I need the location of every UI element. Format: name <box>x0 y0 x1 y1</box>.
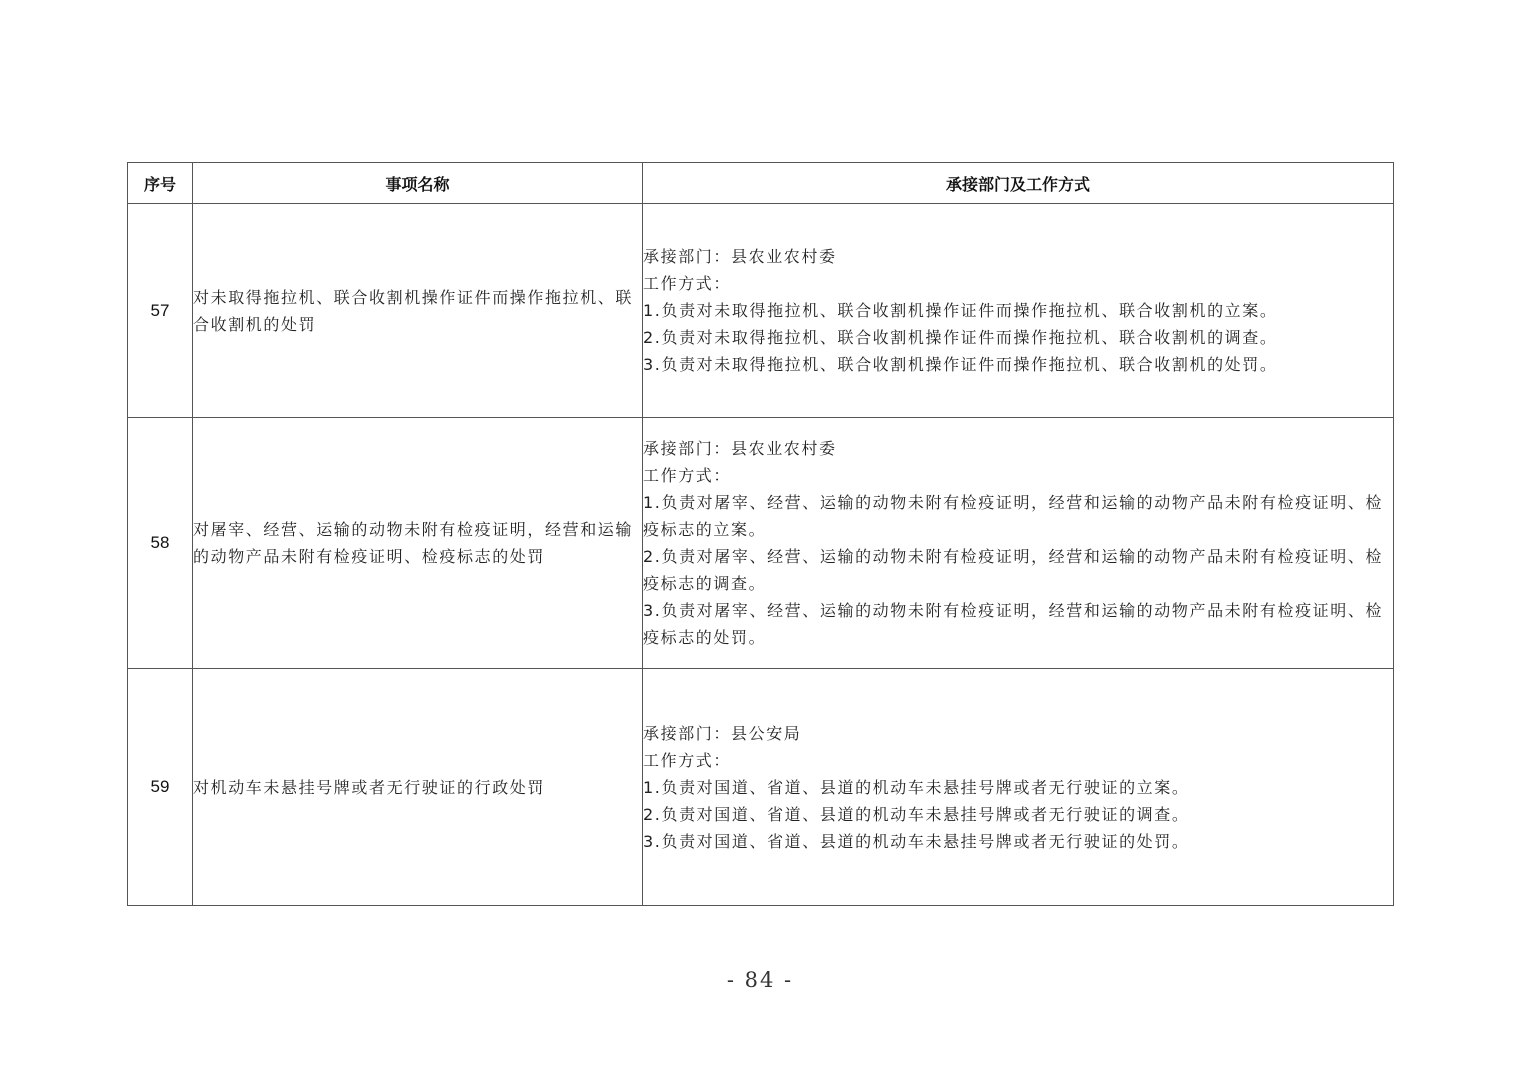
method-step: 2.负责对国道、省道、县道的机动车未悬挂号牌或者无行驶证的调查。 <box>643 804 1190 824</box>
department-line: 承接部门：县公安局 <box>643 723 802 743</box>
row-serial-number: 58 <box>128 418 193 669</box>
department-line: 承接部门：县农业农村委 <box>643 247 837 266</box>
method-label: 工作方式： <box>643 750 732 770</box>
table-row <box>128 418 1394 669</box>
department-line: 承接部门：县农业农村委 <box>643 439 837 458</box>
method-step: 1.负责对屠宰、经营、运输的动物未附有检疫证明，经营和运输的动物产品未附有检疫证明、检疫标志的立案。 <box>643 493 1384 539</box>
method-step: 2.负责对未取得拖拉机、联合收割机操作证件而操作拖拉机、联合收割机的调查。 <box>643 328 1278 347</box>
table-row <box>128 204 1394 418</box>
row-item-name: 对屠宰、经营、运输的动物未附有检疫证明，经营和运输的动物产品未附有检疫证明、检疫标志的处罚 <box>193 418 643 669</box>
row-item-name: 对机动车未悬挂号牌或者无行驶证的行政处罚 <box>193 669 643 906</box>
header-department-method: 承接部门及工作方式 <box>643 163 1394 204</box>
items-table <box>127 162 1394 906</box>
page-number: - 84 - <box>726 968 794 992</box>
method-step: 1.负责对国道、省道、县道的机动车未悬挂号牌或者无行驶证的立案。 <box>643 777 1190 797</box>
method-step: 3.负责对未取得拖拉机、联合收割机操作证件而操作拖拉机、联合收割机的处罚。 <box>643 355 1278 374</box>
method-step: 2.负责对屠宰、经营、运输的动物未附有检疫证明，经营和运输的动物产品未附有检疫证明、检疫标志的调查。 <box>643 547 1384 593</box>
table-header-row <box>128 163 1394 204</box>
method-step: 1.负责对未取得拖拉机、联合收割机操作证件而操作拖拉机、联合收割机的立案。 <box>643 301 1278 320</box>
row-department-method <box>643 418 1394 669</box>
method-step: 3.负责对屠宰、经营、运输的动物未附有检疫证明，经营和运输的动物产品未附有检疫证明、检疫标志的处罚。 <box>643 601 1384 647</box>
row-department-method <box>643 204 1394 418</box>
row-item-name: 对未取得拖拉机、联合收割机操作证件而操作拖拉机、联合收割机的处罚 <box>193 204 643 418</box>
method-step: 3.负责对国道、省道、县道的机动车未悬挂号牌或者无行驶证的处罚。 <box>643 831 1190 851</box>
row-department-method <box>643 669 1394 906</box>
row-serial-number: 59 <box>128 669 193 906</box>
header-serial-number: 序号 <box>128 163 193 204</box>
method-label: 工作方式： <box>643 274 732 293</box>
table-row <box>128 669 1394 906</box>
header-item-name: 事项名称 <box>193 163 643 204</box>
method-label: 工作方式： <box>643 466 732 485</box>
row-serial-number: 57 <box>128 204 193 418</box>
